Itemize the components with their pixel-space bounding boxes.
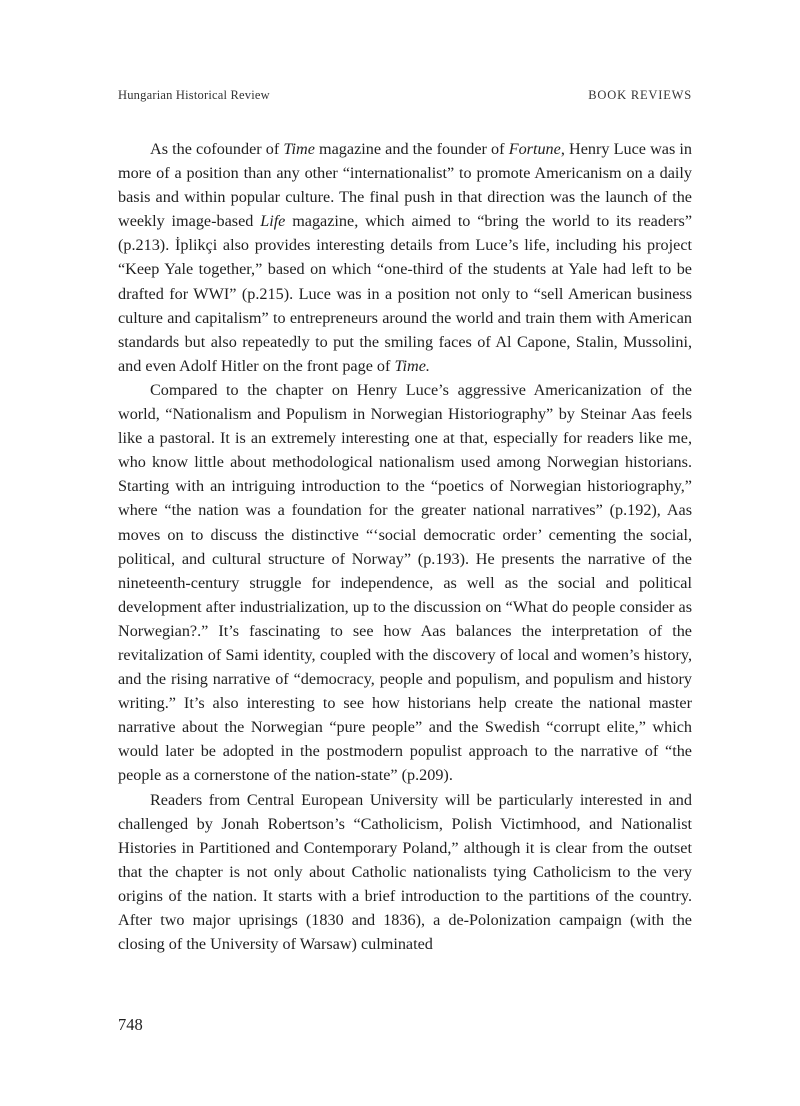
paragraph-1	[118, 137, 692, 378]
paragraph-2	[118, 378, 692, 788]
italic-title: Time	[283, 140, 315, 158]
text-run: Readers from Central European University will be particularly interested in and challenged by Jonah Robertson’s “Catholicism, Polish Victimhood, and Nationalist Histories in Partitioned and Contemporary Poland,” although it is clear from the outset that the chapter is not only about Catholic nationalists tying Catholicism to the very origins of the nation. It starts with a brief introduction to the partitions of the country. After two major uprisings (1830 and 1836), a de-Polonization campaign (with the closing of the University of Warsaw) culminated	[118, 790, 692, 954]
italic-title: Life	[260, 212, 286, 231]
text-run: magazine and the founder of	[314, 140, 509, 158]
article-body	[118, 137, 692, 956]
running-header	[118, 88, 692, 103]
italic-title: Fortune	[508, 140, 561, 158]
page-number: 748	[118, 1015, 143, 1034]
italic-title: Time.	[394, 356, 430, 375]
paragraph-3	[118, 788, 692, 957]
text-run: , Henry Luce was in more of a position than any other “internationalist” to promote Americanism on a daily basis and within popular culture. The final push in that direction was the launch of the weekly image-based	[118, 140, 692, 231]
text-run: magazine, which aimed to “bring the world to its readers” (p.213). İplikçi also provides interesting details from Luce’s life, including his project “Keep Yale together,” based on which “one-third of the students at Yale had left to be drafted for WWI” (p.215). Luce was in a position not only to “sell American business culture and capitalism” to entrepreneurs around the world and train them with American standards but also repeatedly to put the smiling faces of Al Capone, Stalin, Mussolini, and even Adolf Hitler on the front page of	[118, 212, 692, 375]
section-title: BOOK REVIEWS	[588, 88, 692, 102]
journal-title: Hungarian Historical Review	[118, 88, 270, 102]
text-run: As the cofounder of	[150, 140, 284, 158]
text-run: Compared to the chapter on Henry Luce’s aggressive Americanization of the world, “Nationalism and Populism in Norwegian Historiography” by Steinar Aas feels like a pastoral. It is an extremely interesting one at that, especially for readers like me, who know little about methodological nationalism used among Norwegian historians. Starting with an intriguing introduction to the “poetics of Norwegian historiography,” where “the nation was a foundation for the greater national narratives” (p.192), Aas moves on to discuss the distinctive “‘social democratic order’ cementing the social, political, and cultural structure of Norway” (p.193). He presents the narrative of the nineteenth-century struggle for independence, as well as the social and political development after industrialization, up to the discussion on “What do people consider as Norwegian?.” It’s fascinating to see how Aas balances the interpretation of the revitalization of Sami identity, coupled with the discovery of local and women’s history, and the rising narrative of “democracy, people and populism, and populism and history writing.” It’s also interesting to see how historians help create the national master narrative about the Norwegian “pure people” and the Swedish “corrupt elite,” which would later be adopted in the postmodern populist approach to the narrative of “the people as a cornerstone of the nation-state” (p.209).	[118, 380, 692, 785]
